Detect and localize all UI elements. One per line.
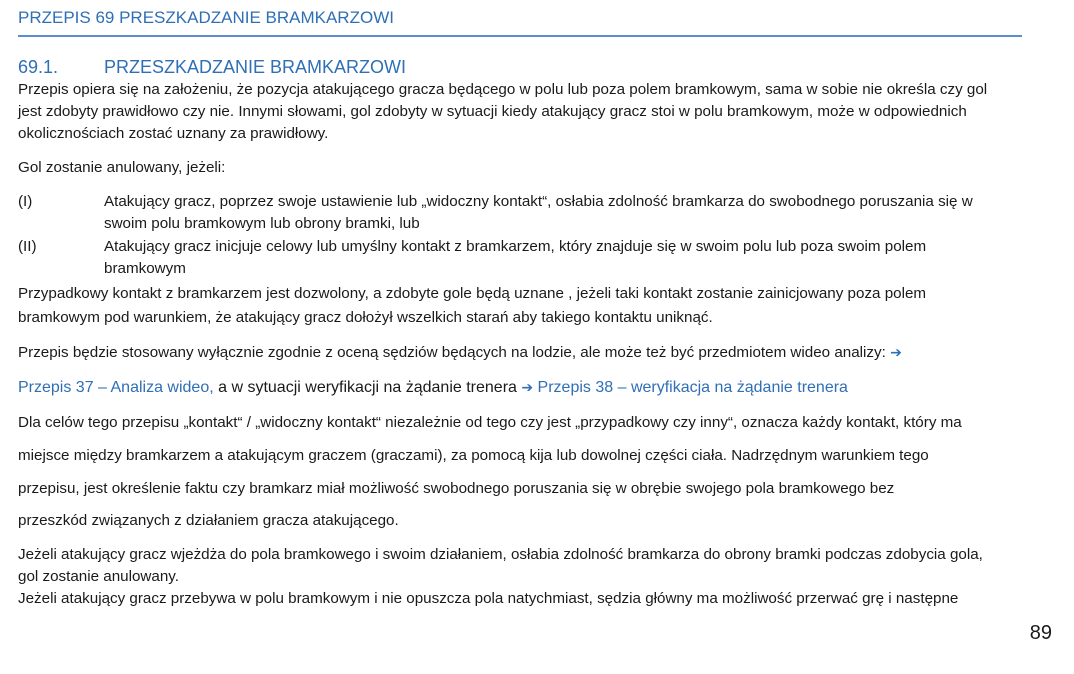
link-rule-38[interactable]: Przepis 38 – weryfikacja na żądanie trenera bbox=[533, 379, 848, 396]
paragraph-6-line-4: przeszkód związanych z działaniem gracza atakującego. bbox=[18, 512, 399, 529]
paragraph-1-line-1: Przepis opiera się na założeniu, że pozycja atakującego gracza będącego w polu lub poza polem bramkowym, sama w sobie nie określa czy gol bbox=[18, 81, 988, 98]
paragraph-8: Jeżeli atakujący gracz przebywa w polu bramkowym i nie opuszcza pola natychmiast, sędzia główny ma możliwość przerwać grę i następne bbox=[18, 590, 959, 607]
list-item-2-line-2: bramkowym bbox=[104, 260, 186, 277]
header-divider bbox=[18, 35, 1022, 37]
list-item-1-label: (I) bbox=[18, 193, 33, 210]
paragraph-1-line-2: jest zdobyty prawidłowo czy nie. Innymi słowami, gol zdobyty w sytuacji kiedy atakujący gracz stoi w polu bramkowym, może w odpowiednich bbox=[18, 103, 967, 120]
paragraph-6-line-3: przepisu, jest określenie faktu czy bramkarz miał możliwość swobodnego poruszania się w obrębie swojego pola bramkowego bez bbox=[18, 480, 895, 497]
arrow-right-icon: ➔ bbox=[521, 380, 534, 396]
link-rule-37[interactable]: Przepis 37 – Analiza wideo, bbox=[18, 379, 214, 396]
section-number: 69.1. bbox=[18, 57, 59, 77]
paragraph-7-line-1: Jeżeli atakujący gracz wjeżdża do pola bramkowego i swoim działaniem, osłabia zdolność bramkarza do obrony bramki podczas zdobycia gola, bbox=[18, 546, 983, 563]
running-header: PRZEPIS 69 PRESZKADZANIE BRAMKARZOWI bbox=[18, 8, 394, 27]
paragraph-3-line-1: Przypadkowy kontakt z bramkarzem jest dozwolony, a zdobyte gole będą uznane , jeżeli taki kontakt zostanie zainicjowany poza polem bbox=[18, 285, 927, 302]
arrow-right-icon: ➔ bbox=[890, 345, 902, 361]
paragraph-6-line-2: miejsce między bramkarzem a atakującym graczem (graczami), za pomocą kija lub dowolnej części ciała. Nadrzędnym warunkiem tego bbox=[18, 447, 929, 464]
list-item-2-line-1: Atakujący gracz inicjuje celowy lub umyślny kontakt z bramkarzem, który znajduje się w swoim polu lub poza swoim polem bbox=[104, 238, 927, 255]
section-title: PRZESZKADZANIE BRAMKARZOWI bbox=[104, 57, 407, 77]
paragraph-2: Gol zostanie anulowany, jeżeli: bbox=[18, 159, 226, 176]
section-heading bbox=[18, 57, 406, 78]
paragraph-4 bbox=[18, 342, 902, 364]
paragraph-4-text: Przepis będzie stosowany wyłącznie zgodnie z oceną sędziów będących na lodzie, ale może też być przedmiotem wideo analizy: bbox=[18, 344, 886, 361]
page-number: 89 bbox=[1029, 622, 1052, 644]
paragraph-5-middle: a w sytuacji weryfikacji na żądanie trenera bbox=[213, 379, 522, 396]
paragraph-5 bbox=[18, 377, 848, 399]
paragraph-7-line-2: gol zostanie anulowany. bbox=[18, 568, 179, 585]
list-item-1-line-2: swoim polu bramkowym lub obrony bramki, lub bbox=[104, 215, 420, 232]
paragraph-6-line-1: Dla celów tego przepisu „kontakt“ / „widoczny kontakt“ niezależnie od tego czy jest „przypadkowy czy inny“, oznacza każdy kontakt, który ma bbox=[18, 414, 962, 431]
list-item-1-line-1: Atakujący gracz, poprzez swoje ustawienie lub „widoczny kontakt“, osłabia zdolność bramkarza do swobodnego poruszania się w bbox=[104, 193, 973, 210]
list-item-2-label: (II) bbox=[18, 238, 37, 255]
paragraph-3-line-2: bramkowym pod warunkiem, że atakujący gracz dołożył wszelkich starań aby takiego kontaktu uniknąć. bbox=[18, 309, 713, 326]
paragraph-1-line-3: okolicznościach zostać uznany za prawidłowy. bbox=[18, 125, 329, 142]
